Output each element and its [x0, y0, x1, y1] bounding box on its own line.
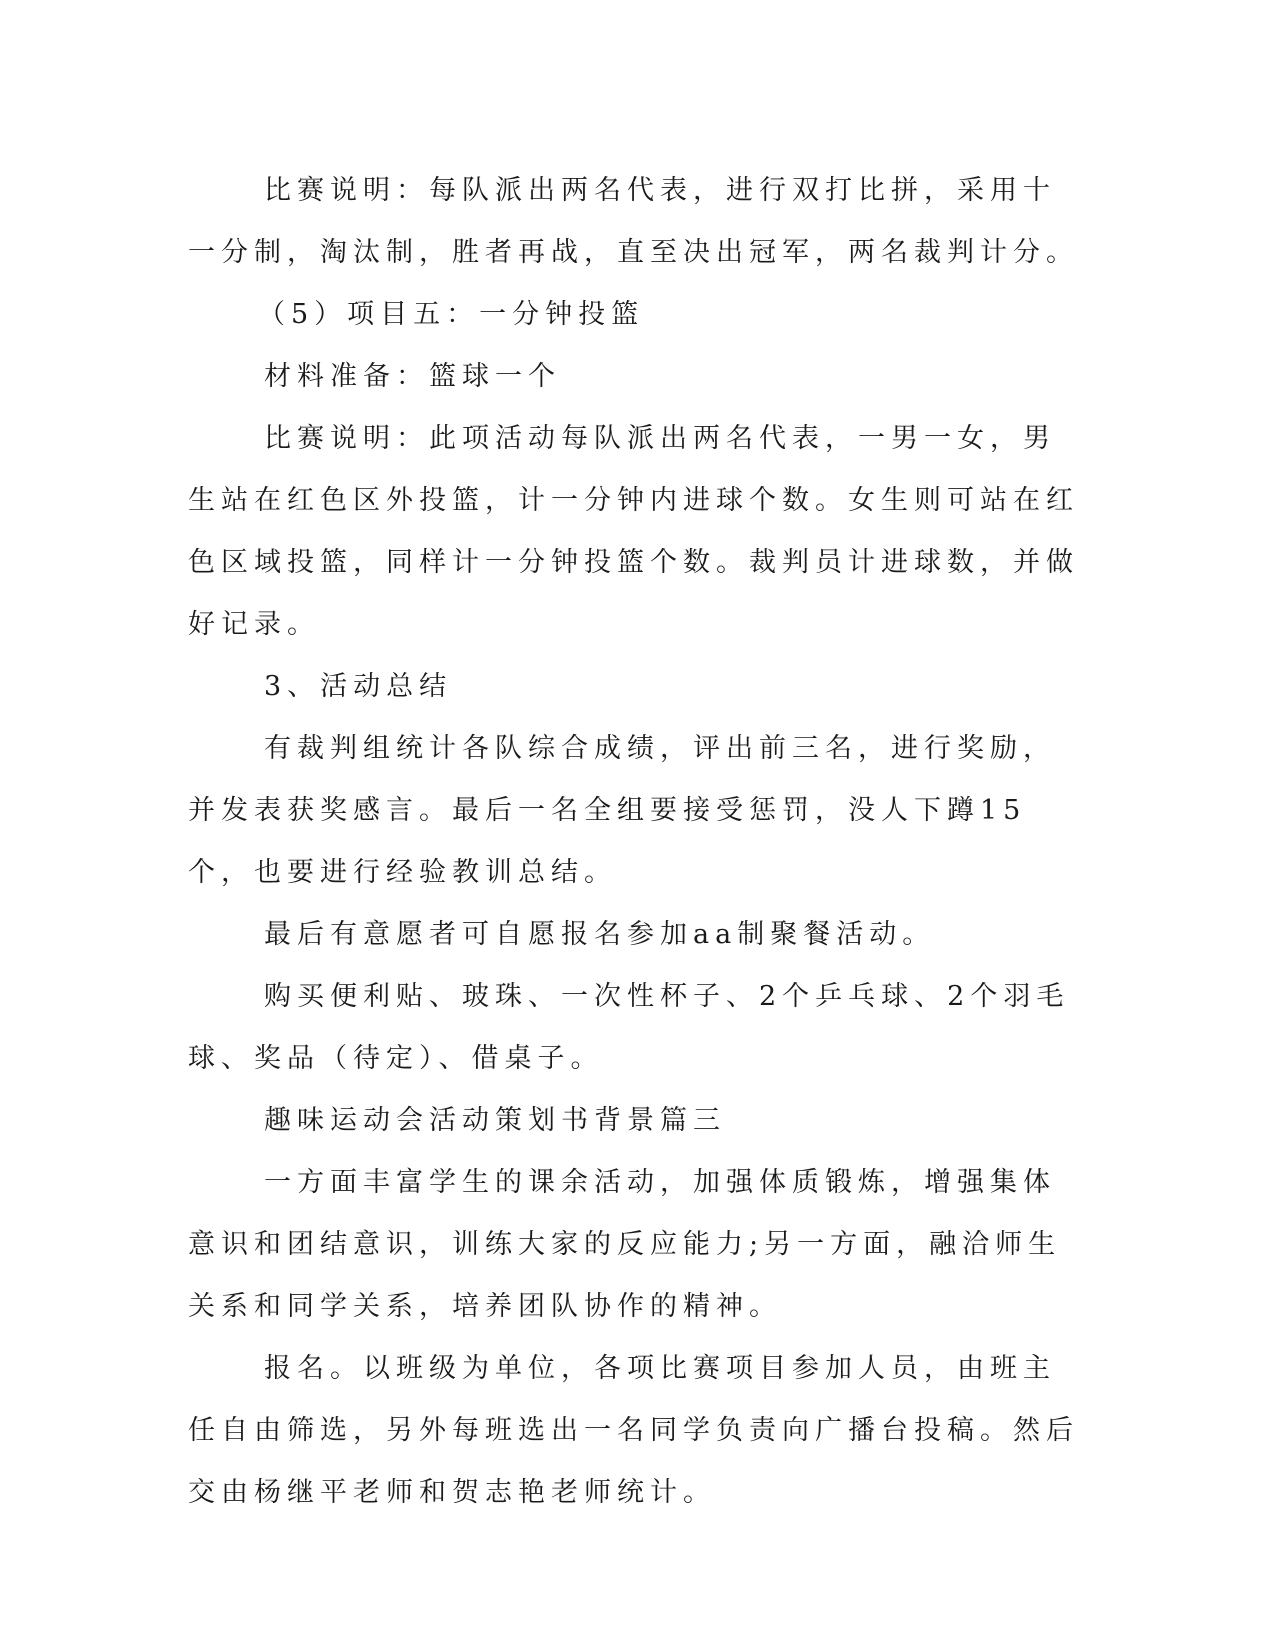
paragraph-summary: 有裁判组统计各队综合成绩，评出前三名，进行奖励，并发表获奖感言。最后一名全组要接受惩罚，没人下蹲15个，也要进行经验教训总结。: [188, 733, 1056, 888]
paragraph-purchases: 购买便利贴、玻珠、一次性杯子、2个乒乓球、2个羽毛球、奖品（待定）、借桌子。: [188, 981, 1070, 1074]
paragraph-dinner: 最后有意愿者可自愿报名参加aa制聚餐活动。: [264, 919, 936, 950]
section-heading-summary: 3、活动总结: [264, 671, 453, 702]
item-five-heading: （5）项目五：一分钟投篮: [258, 299, 645, 330]
paragraph-registration: 报名。以班级为单位，各项比赛项目参加人员，由班主任自由筛选，另外每班选出一名同学负责向广播台投稿。然后交由杨继平老师和贺志艳老师统计。: [188, 1353, 1079, 1508]
document-body: [188, 160, 1088, 1524]
paragraph-purpose: 一方面丰富学生的课余活动，加强体质锻炼，增强集体意识和团结意识，训练大家的反应能力;另一方面，融洽师生关系和同学关系，培养团队协作的精神。: [188, 1167, 1062, 1322]
paragraph-match-description-doubles: 比赛说明：每队派出两名代表，进行双打比拼，采用十一分制，淘汰制，胜者再战，直至决出冠军，两名裁判计分。: [188, 175, 1079, 268]
paragraph-match-description-shooting: 比赛说明：此项活动每队派出两名代表，一男一女，男生站在红色区外投篮，计一分钟内进球个数。女生则可站在红色区域投篮，同样计一分钟投篮个数。裁判员计进球数，并做好记录。: [188, 423, 1079, 640]
section-title-part-three: 趣味运动会活动策划书背景篇三: [264, 1105, 726, 1136]
paragraph-materials: 材料准备：篮球一个: [264, 361, 561, 392]
